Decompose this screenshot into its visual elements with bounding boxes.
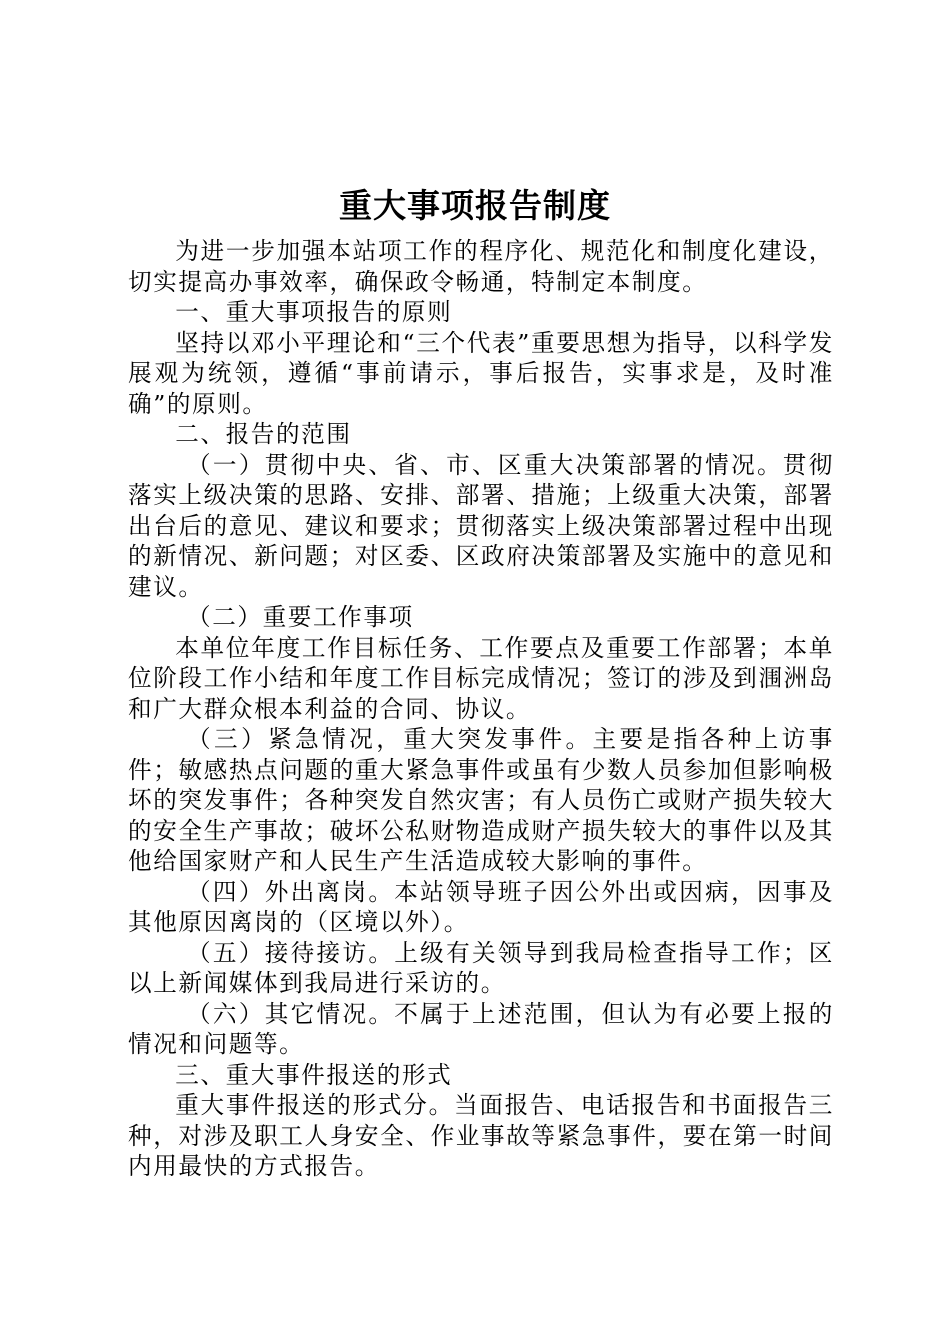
document-body: [128, 236, 834, 1182]
principles-paragraph: 坚持以邓小平理论和“三个代表”重要思想为指导，以科学发展观为统领，遵循“事前请示，事后报告，实事求是，及时准确”的原则。: [128, 328, 834, 418]
scope-item-2-heading: （二）重要工作事项: [187, 603, 414, 631]
section-heading-scope: 二、报告的范围: [175, 420, 352, 448]
intro-paragraph: 为进一步加强本站项工作的程序化、规范化和制度化建设，切实提高办事效率，确保政令畅通，特制定本制度。: [128, 237, 834, 296]
scope-item-6: （六）其它情况。不属于上述范围，但认为有必要上报的情况和问题等。: [128, 999, 834, 1058]
scope-item-3: （三）紧急情况，重大突发事件。主要是指各种上访事件；敏感热点问题的重大紧急事件或虽有少数人员参加但影响极坏的突发事件；各种突发自然灾害；有人员伤亡或财产损失较大的安全生产事故；破坏公私财物造成财产损失较大的事件以及其他给国家财产和人民生产生活造成较大影响的事件。: [128, 725, 834, 875]
scope-item-1: （一）贯彻中央、省、市、区重大决策部署的情况。贯彻落实上级决策的思路、安排、部署、措施；上级重大决策，部署出台后的意见、建议和要求；贯彻落实上级决策部署过程中出现的新情况、新问题；对区委、区政府决策部署及实施中的意见和建议。: [128, 450, 834, 601]
scope-item-4: （四）外出离岗。本站领导班子因公外出或因病，因事及其他原因离岗的（区境以外）。: [128, 877, 834, 936]
scope-item-2-paragraph: 本单位年度工作目标任务、工作要点及重要工作部署；本单位阶段工作小结和年度工作目标完成情况；签订的涉及到涠洲岛和广大群众根本利益的合同、协议。: [128, 633, 834, 723]
scope-item-5: （五）接待接访。上级有关领导到我局检查指导工作；区以上新闻媒体到我局进行采访的。: [128, 938, 834, 997]
document-title: 重大事项报告制度: [339, 186, 611, 225]
section-heading-principles: 一、重大事项报告的原则: [175, 298, 453, 326]
format-paragraph: 重大事件报送的形式分。当面报告、电话报告和书面报告三种，对涉及职工人身安全、作业事故等紧急事件，要在第一时间内用最快的方式报告。: [128, 1091, 834, 1180]
section-heading-format: 三、重大事件报送的形式: [175, 1060, 453, 1089]
